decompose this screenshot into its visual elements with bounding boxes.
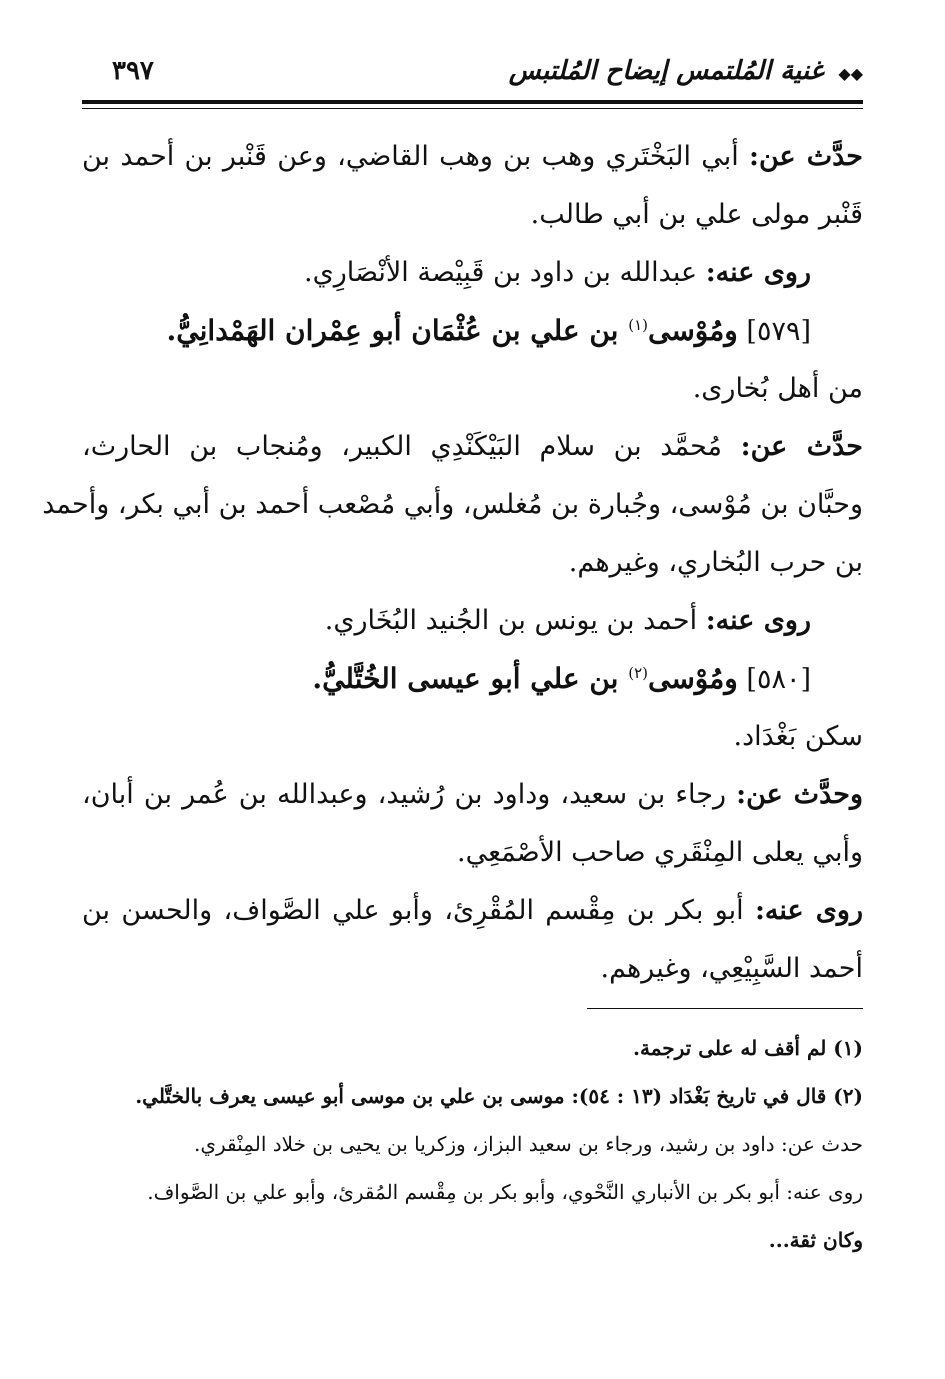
entry-name-part: ومُوْسى [648,314,738,347]
page-header [82,50,863,100]
text-line [82,708,863,766]
line-text: من أهل بُخارى. [692,373,863,404]
section-label: روى عنه: [705,605,811,636]
line-text: وحبَّان بن مُوْسى، وجُبارة بن مُغلس، وأبي مُصْعب أحمد بن أبي بكر، وأحمد [42,489,863,520]
line-text: أحمد السَّبِيْعِي، وغيرهم. [600,953,863,984]
footnotes [82,1024,863,1264]
footnote-ref: (١) [628,316,648,334]
line-text: رجاء بن سعيد، وداود بن رُشيد، وعبدالله بن عُمر بن أبان، [82,779,737,810]
entry-name-rest: بن علي بن عُثْمَان أبو عِمْران الهَمْدانِيُّ. [166,314,629,347]
text-line [82,882,863,940]
footnote-ref: (٢) [628,664,648,682]
section-label: روى عنه: [705,257,811,288]
text-line [42,476,863,534]
footnote: (٢) قال في تاريخ بَغْدَاد (١٣ : ٥٤): موسى بن علي بن موسى أبو عيسى يعرف بالختَّلي. [135,1084,863,1108]
entry-name-rest: بن علي أبو عيسى الخُتَّليُّ. [312,662,629,695]
text-line [82,244,863,302]
section-label: روى عنه: [754,895,863,926]
footnote: (١) لم أقف له على ترجمة. [633,1036,863,1060]
footnote-continuation: روى عنه: أبو بكر بن الأنباري النَّحْوي، وأبو بكر بن مِقْسم المُقرئ، وأبو علي بن الصَّواف. [147,1180,863,1204]
header-rule-thin [82,108,863,109]
entry-number: [٥٧٩] [746,316,811,347]
text-line [82,186,863,244]
text-line [82,592,863,650]
entry-heading [82,650,863,708]
line-text: قَنْبر مولى علي بن أبي طالب. [530,199,863,230]
page-number: ٣٩٧ [112,56,154,86]
line-text: سكن بَغْدَاد. [733,721,863,752]
line-text: وأبي يعلى المِنْقَري صاحب الأصْمَعِي. [457,837,863,868]
entry-number: [٥٨٠] [746,664,811,695]
header-rule-thick [82,100,863,104]
entry-name-part: ومُوْسى [648,662,738,695]
section-label: وحدَّث عن: [736,779,863,810]
footnote-continuation: وكان ثقة... [768,1228,863,1252]
text-line [82,766,863,824]
diamond-bullets-icon: ◆◆ [838,64,863,83]
line-text: مُحمَّد بن سلام البَيْكَنْدِي الكبير، ومُنجاب بن الحارث، [82,431,741,462]
text-line [82,940,863,998]
section-label: حدَّث عن: [740,431,863,462]
text-line [82,534,863,592]
line-text: بن حرب البُخاري، وغيرهم. [568,547,863,578]
text-line [82,824,863,882]
running-title [509,56,863,86]
line-text: أبو بكر بن مِقْسم المُقْرِئ، وأبو علي الصَّواف، والحسن بن [82,895,755,926]
line-text: أبي البَخْتَري وهب بن وهب القاضي، وعن قَنْبر بن أحمد بن [82,141,750,172]
text-line [82,128,863,186]
footnote-continuation: حدث عن: داود بن رشيد، ورجاء بن سعيد البزاز، وزكريا بن يحيى بن خلاد المِنْقري. [193,1132,863,1156]
text-line [82,418,863,476]
footnote-separator [587,1008,863,1009]
main-text [42,128,863,998]
line-text: عبدالله بن داود بن قَبِيْصة الأنْصَارِي. [303,257,706,288]
text-line [82,360,863,418]
entry-heading [82,302,863,360]
section-label: حدَّث عن: [749,141,863,172]
book-title: غنية المُلتمس إيضاح المُلتبس [508,56,824,86]
line-text: أحمد بن يونس بن الجُنيد البُخَاري. [324,605,706,636]
